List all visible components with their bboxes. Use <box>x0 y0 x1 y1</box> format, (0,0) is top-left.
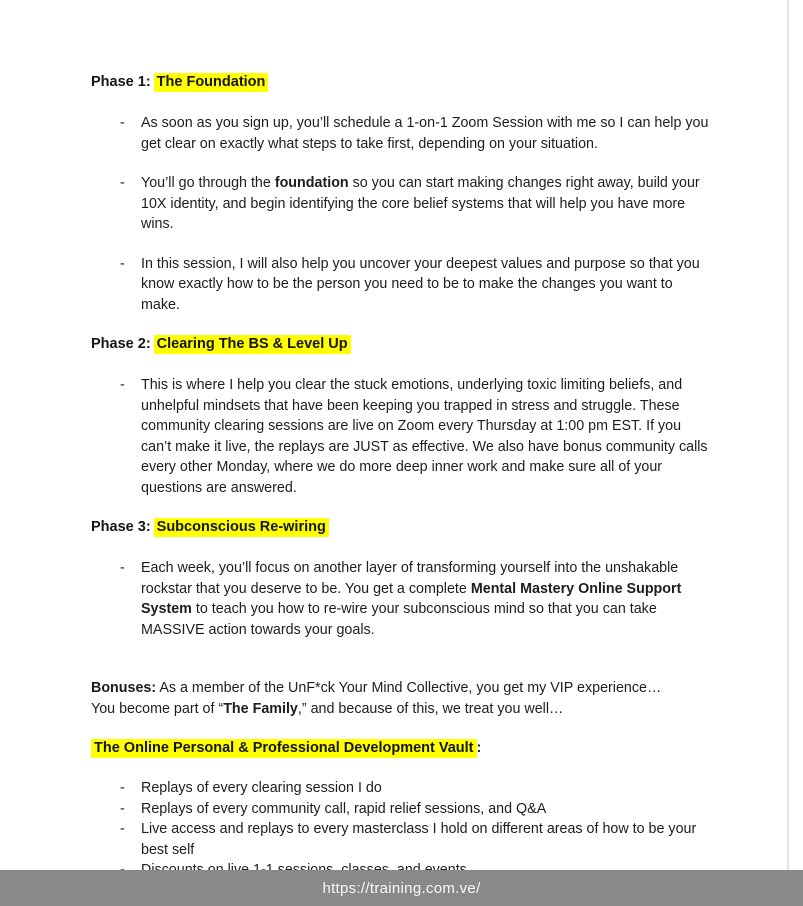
phase-1-bullet-list <box>91 113 712 315</box>
phase-2-label: Phase 2: <box>91 336 151 352</box>
phase-3-bullet-list <box>91 558 712 640</box>
phase-3-label: Phase 3: <box>91 519 151 535</box>
vault-title-highlight: The Online Personal & Professional Development Vault <box>91 739 477 758</box>
phase-3-title-highlight: Subconscious Re-wiring <box>154 518 329 537</box>
list-item: - In this session, I will also help you uncover your deepest values and purpose so that you know exactly how to be the person you need to be to make the changes you want to make. <box>91 254 712 316</box>
page-edge-line <box>787 0 789 871</box>
phase-1-title-highlight: The Foundation <box>154 73 269 92</box>
phase-2-title-highlight: Clearing The BS & Level Up <box>154 335 351 354</box>
footer-url: https://training.com.ve/ <box>322 879 481 897</box>
vault-bullet-list <box>91 778 712 881</box>
vault-title-colon: : <box>476 740 482 756</box>
list-item: - You’ll go through the foundation so you can start making changes right away, build your 10X identity, and begin identifying the core belief systems that will help you have more wins. <box>91 173 712 235</box>
bonuses-paragraph: Bonuses: As a member of the UnF*ck Your Mind Collective, you get my VIP experience… You become part of “The Family,” and because of this, we treat you well… <box>91 680 662 717</box>
phase-1-label: Phase 1: <box>91 74 151 90</box>
list-item: - Each week, you’ll focus on another layer of transforming yourself into the unshakable rockstar that you deserve to be. You get a complete Mental Mastery Online Support System to teach you how to re-wire your subconscious mind so that you can take MASSIVE action towards your goals. <box>91 558 712 640</box>
list-item: - As soon as you sign up, you’ll schedule a 1-on-1 Zoom Session with me so I can help you get clear on exactly what steps to take first, depending on your situation. <box>91 113 712 154</box>
footer-url-bar <box>0 870 803 906</box>
phase-2-heading <box>91 334 712 355</box>
list-item: - Live access and replays to every masterclass I hold on different areas of how to be your best self <box>91 819 712 860</box>
phase-1-heading <box>91 72 712 93</box>
list-item: - Replays of every clearing session I do <box>91 778 712 799</box>
phase-2-bullet-list <box>91 375 712 498</box>
phase-3-heading <box>91 517 712 538</box>
vault-heading <box>91 738 712 759</box>
list-item: - Replays of every community call, rapid relief sessions, and Q&A <box>91 799 712 820</box>
list-item: - This is where I help you clear the stuck emotions, underlying toxic limiting beliefs, and unhelpful mindsets that have been keeping you trapped in stress and struggle. These community clearing sessions are live on Zoom every Thursday at 1:00 pm EST. If you can’t make it live, the replays are JUST as effective. We also have bonus community calls every other Monday, where we do more deep inner work and make sure all of your questions are answered. <box>91 375 712 498</box>
